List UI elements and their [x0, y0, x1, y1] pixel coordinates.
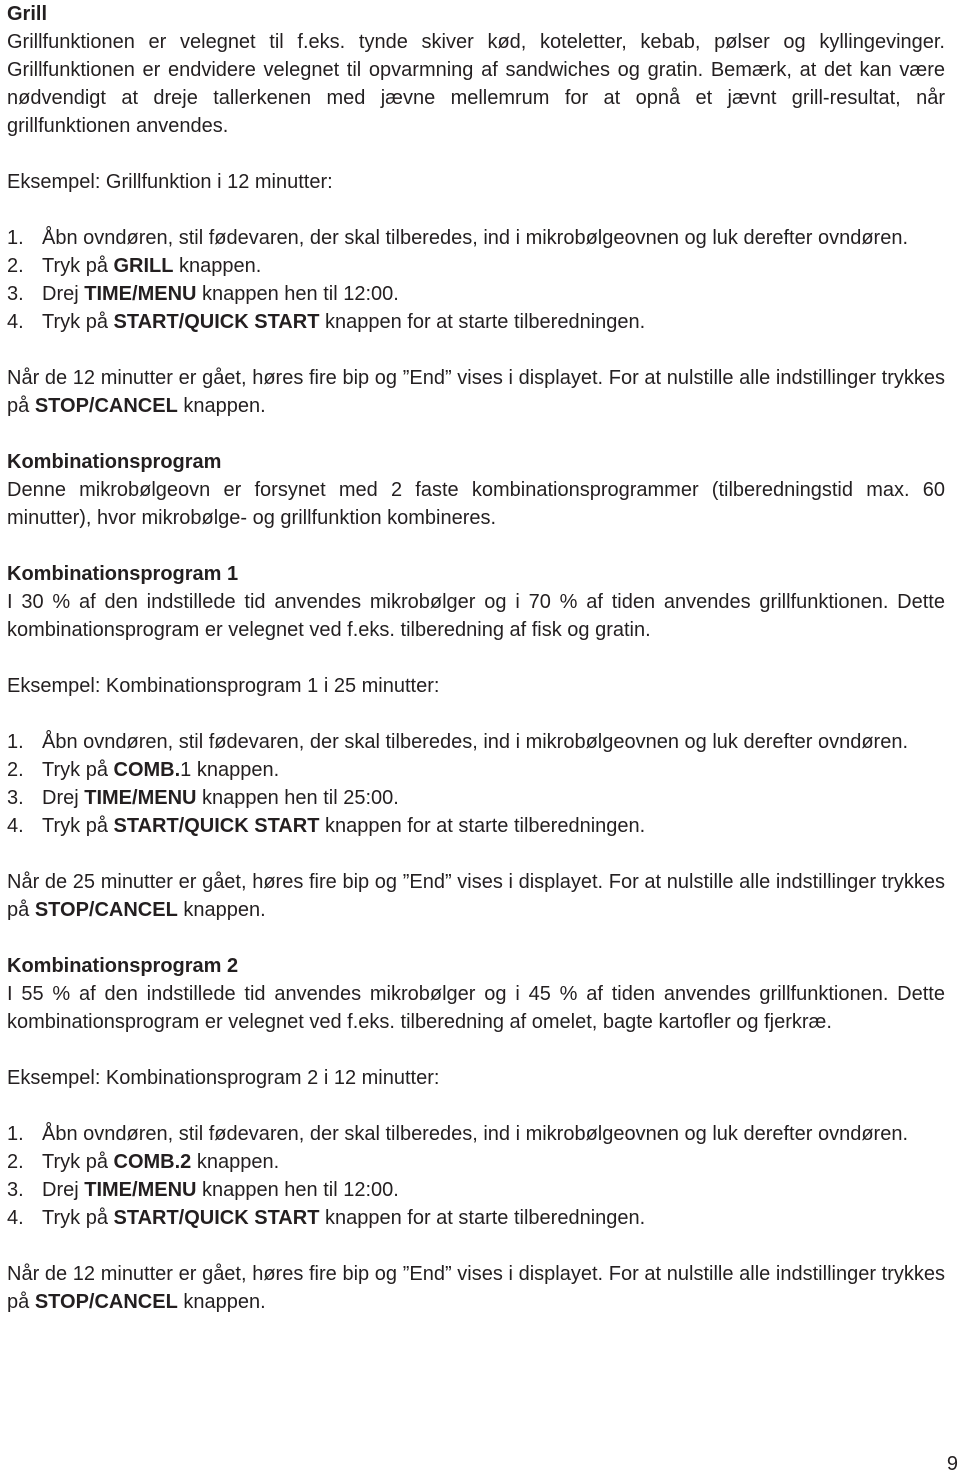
step-number: 4. [7, 815, 24, 837]
button-name: STOP/CANCEL [34, 1291, 178, 1313]
step-number: 4. [7, 1207, 24, 1229]
step-number: 3. [7, 1179, 24, 1201]
note-text: knappen. [177, 1291, 266, 1313]
step-item [7, 812, 945, 840]
step-text: Tryk på [42, 255, 114, 277]
combination-section [7, 448, 945, 532]
comb2-steps [7, 1120, 945, 1232]
button-name: STOP/CANCEL [34, 899, 178, 921]
note-text: knappen. [177, 395, 266, 417]
step-text: Drej [42, 1179, 85, 1201]
manual-page [7, 0, 945, 1316]
grill-completion-note [7, 364, 945, 420]
step-text: knappen for at starte tilberedningen. [319, 311, 646, 333]
step-item [7, 728, 945, 756]
step-item [7, 1204, 945, 1232]
step-text: knappen for at starte tilberedningen. [319, 815, 646, 837]
step-text: Drej [42, 283, 85, 305]
combination-title: Kombinationsprogram [7, 451, 222, 473]
step-text: 1 knappen. [180, 759, 280, 781]
step-item [7, 308, 945, 336]
step-text: Åbn ovndøren, stil fødevaren, der skal tilberedes, ind i mikrobølgeovnen og luk derefter ovndøren. [42, 227, 908, 249]
step-text: knappen hen til 25:00. [196, 787, 399, 809]
button-name: TIME/MENU [84, 787, 197, 809]
button-name: START/QUICK START [113, 815, 320, 837]
step-number: 2. [7, 1151, 24, 1173]
comb1-steps [7, 728, 945, 840]
button-name: GRILL [113, 255, 174, 277]
step-item [7, 1176, 945, 1204]
step-text: Tryk på [42, 759, 114, 781]
button-name: TIME/MENU [84, 283, 197, 305]
grill-section [7, 0, 945, 420]
step-text: knappen hen til 12:00. [196, 283, 399, 305]
note-text: Når de 12 minutter er gået, høres fire bip og ”End” vises i displayet. For at nulstille alle indstillinger trykkes på [7, 367, 945, 417]
step-text: Åbn ovndøren, stil fødevaren, der skal tilberedes, ind i mikrobølgeovnen og luk derefter ovndøren. [42, 1123, 908, 1145]
comb2-completion-note [7, 1260, 945, 1316]
note-text: Når de 25 minutter er gået, høres fire bip og ”End” vises i displayet. For at nulstille alle indstillinger trykkes på [7, 871, 945, 921]
step-number: 1. [7, 1123, 24, 1145]
button-name: START/QUICK START [113, 1207, 320, 1229]
step-text: Åbn ovndøren, stil fødevaren, der skal tilberedes, ind i mikrobølgeovnen og luk derefter ovndøren. [42, 731, 908, 753]
step-item [7, 252, 945, 280]
comb1-section [7, 560, 945, 924]
grill-intro: Grillfunktionen er velegnet til f.eks. tynde skiver kød, koteletter, kebab, pølser og kyllingevinger. Grillfunktionen er endvidere velegnet til opvarmning af sandwiches og gratin. Bemærk, at det kan være nødvendigt at dreje tallerkenen med jævne mellemrum for at opnå et jævnt grill-resultat, når grillfunktionen anvendes. [7, 31, 945, 137]
step-number: 2. [7, 759, 24, 781]
step-text: Drej [42, 787, 85, 809]
button-name: TIME/MENU [84, 1179, 197, 1201]
step-text: Tryk på [42, 1207, 114, 1229]
button-name: START/QUICK START [113, 311, 320, 333]
step-number: 3. [7, 283, 24, 305]
step-item [7, 1148, 945, 1176]
step-number: 2. [7, 255, 24, 277]
step-item [7, 784, 945, 812]
grill-title: Grill [7, 3, 48, 25]
comb1-example-label: Eksempel: Kombinationsprogram 1 i 25 minutter: [7, 675, 440, 697]
step-number: 3. [7, 787, 24, 809]
button-name: STOP/CANCEL [34, 395, 178, 417]
comb1-completion-note [7, 868, 945, 924]
step-text: Tryk på [42, 311, 114, 333]
note-text: knappen. [177, 899, 266, 921]
step-number: 1. [7, 731, 24, 753]
comb2-text: I 55 % af den indstillede tid anvendes mikrobølger og i 45 % af tiden anvendes grillfunktionen. Dette kombinationsprogram er velegnet ved f.eks. tilberedning af omelet, bagte kartofler og fjerkræ. [7, 983, 945, 1033]
step-item [7, 224, 945, 252]
step-text: knappen hen til 12:00. [196, 1179, 399, 1201]
step-text: Tryk på [42, 1151, 114, 1173]
button-name: COMB. [113, 759, 181, 781]
grill-steps [7, 224, 945, 336]
note-text: Når de 12 minutter er gået, høres fire bip og ”End” vises i displayet. For at nulstille alle indstillinger trykkes på [7, 1263, 945, 1313]
grill-example-label: Eksempel: Grillfunktion i 12 minutter: [7, 171, 333, 193]
comb2-title: Kombinationsprogram 2 [7, 955, 239, 977]
comb2-section [7, 952, 945, 1316]
step-number: 4. [7, 311, 24, 333]
step-item [7, 756, 945, 784]
combination-text: Denne mikrobølgeovn er forsynet med 2 faste kombinationsprogrammer (tilberedningstid max. 60 minutter), hvor mikrobølge- og grillfunktion kombineres. [7, 479, 945, 529]
comb1-title: Kombinationsprogram 1 [7, 563, 239, 585]
step-text: knappen for at starte tilberedningen. [319, 1207, 646, 1229]
button-name: COMB.2 [113, 1151, 192, 1173]
comb1-text: I 30 % af den indstillede tid anvendes mikrobølger og i 70 % af tiden anvendes grillfunktionen. Dette kombinationsprogram er velegnet ved f.eks. tilberedning af fisk og gratin. [7, 591, 945, 641]
step-text: knappen. [173, 255, 262, 277]
step-text: Tryk på [42, 815, 114, 837]
step-item [7, 1120, 945, 1148]
page-number: 9 [946, 1453, 958, 1475]
step-number: 1. [7, 227, 24, 249]
step-item [7, 280, 945, 308]
comb2-example-label: Eksempel: Kombinationsprogram 2 i 12 minutter: [7, 1067, 440, 1089]
step-text: knappen. [191, 1151, 280, 1173]
